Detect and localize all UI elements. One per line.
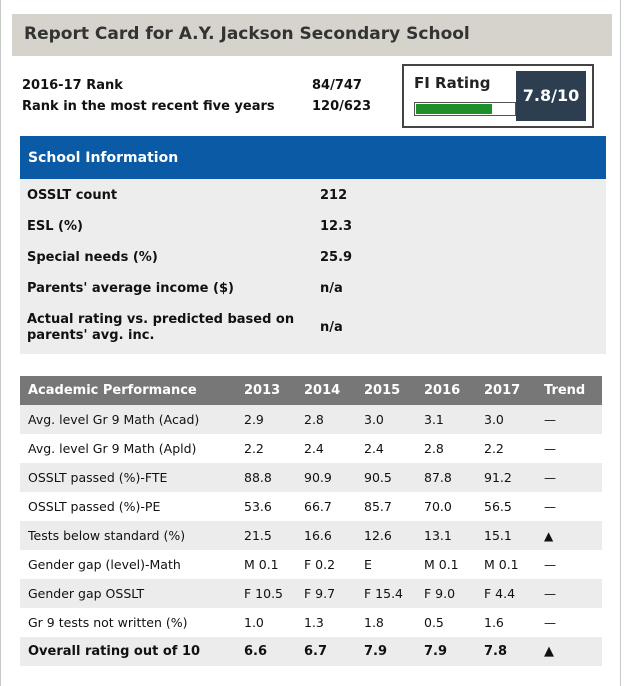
column-header-academic-performance: Academic Performance xyxy=(20,376,236,405)
academic-performance-table xyxy=(20,376,602,666)
info-value-osslt-count: 212 xyxy=(320,188,348,203)
table-cell-2013: M 0.1 xyxy=(236,550,296,579)
table-cell-2013: 2.2 xyxy=(236,434,296,463)
table-cell-label: Gender gap OSSLT xyxy=(20,579,236,608)
column-header-2017: 2017 xyxy=(476,376,536,405)
table-cell-2013: 2.9 xyxy=(236,405,296,434)
table-row xyxy=(20,492,602,521)
fi-rating-score: 7.8/10 xyxy=(516,71,586,121)
table-cell-2015: 90.5 xyxy=(356,463,416,492)
table-row xyxy=(20,521,602,550)
table-cell-2015: 2.4 xyxy=(356,434,416,463)
trend-indicator: — xyxy=(536,434,602,463)
info-label-osslt-count: OSSLT count xyxy=(27,188,118,203)
info-label-actual-vs-predicted: Actual rating vs. predicted based on parents' avg. inc. xyxy=(27,312,295,343)
page-title: Report Card for A.Y. Jackson Secondary School xyxy=(12,14,612,56)
table-cell-2013: 6.6 xyxy=(236,637,296,666)
table-cell-2017: 2.2 xyxy=(476,434,536,463)
academic-performance-rows xyxy=(20,405,602,666)
table-header-row xyxy=(20,376,602,405)
trend-indicator: — xyxy=(536,463,602,492)
table-cell-2014: 6.7 xyxy=(296,637,356,666)
table-cell-2017: 91.2 xyxy=(476,463,536,492)
table-cell-2015: E xyxy=(356,550,416,579)
info-value-special-needs: 25.9 xyxy=(320,250,353,265)
table-row xyxy=(20,608,602,637)
column-header-2015: 2015 xyxy=(356,376,416,405)
school-information-heading: School Information xyxy=(20,136,606,179)
table-cell-2015: 85.7 xyxy=(356,492,416,521)
info-value-parents-income: n/a xyxy=(320,281,343,296)
table-cell-2016: F 9.0 xyxy=(416,579,476,608)
fi-rating-label: FI Rating xyxy=(414,74,491,92)
table-cell-2016: 0.5 xyxy=(416,608,476,637)
table-cell-label: OSSLT passed (%)-FTE xyxy=(20,463,236,492)
table-row xyxy=(20,463,602,492)
table-cell-2016: 87.8 xyxy=(416,463,476,492)
table-cell-2014: 66.7 xyxy=(296,492,356,521)
trend-indicator: — xyxy=(536,492,602,521)
table-cell-2014: 2.4 xyxy=(296,434,356,463)
table-cell-2015: F 15.4 xyxy=(356,579,416,608)
column-header-2013: 2013 xyxy=(236,376,296,405)
table-cell-2015: 3.0 xyxy=(356,405,416,434)
table-row xyxy=(20,579,602,608)
trend-indicator: — xyxy=(536,405,602,434)
table-cell-2013: 53.6 xyxy=(236,492,296,521)
table-cell-2017: F 4.4 xyxy=(476,579,536,608)
table-cell-2015: 1.8 xyxy=(356,608,416,637)
column-header-2016: 2016 xyxy=(416,376,476,405)
table-cell-2017: 15.1 xyxy=(476,521,536,550)
trend-indicator: — xyxy=(536,579,602,608)
rank-value-current: 84/747 xyxy=(312,78,362,93)
info-label-special-needs: Special needs (%) xyxy=(27,250,158,265)
table-cell-2015: 7.9 xyxy=(356,637,416,666)
table-cell-2016: 70.0 xyxy=(416,492,476,521)
table-cell-2013: 21.5 xyxy=(236,521,296,550)
table-cell-2016: 3.1 xyxy=(416,405,476,434)
table-cell-2014: 1.3 xyxy=(296,608,356,637)
table-cell-2016: 7.9 xyxy=(416,637,476,666)
table-cell-2013: F 10.5 xyxy=(236,579,296,608)
school-information-panel xyxy=(20,136,606,354)
rank-label-five-year: Rank in the most recent five years xyxy=(22,99,275,114)
table-row xyxy=(20,550,602,579)
table-cell-label: Avg. level Gr 9 Math (Acad) xyxy=(20,405,236,434)
fi-rating-bar xyxy=(414,102,516,116)
table-cell-2013: 88.8 xyxy=(236,463,296,492)
table-cell-label: Gr 9 tests not written (%) xyxy=(20,608,236,637)
table-cell-label: Tests below standard (%) xyxy=(20,521,236,550)
table-cell-2017: 7.8 xyxy=(476,637,536,666)
info-label-esl: ESL (%) xyxy=(27,219,83,234)
table-cell-2016: M 0.1 xyxy=(416,550,476,579)
table-cell-2017: M 0.1 xyxy=(476,550,536,579)
table-cell-2013: 1.0 xyxy=(236,608,296,637)
fi-rating-bar-fill xyxy=(416,104,492,114)
table-cell-2014: F 0.2 xyxy=(296,550,356,579)
trend-indicator: ▲ xyxy=(536,637,602,666)
table-row xyxy=(20,637,602,666)
info-value-actual-vs-predicted: n/a xyxy=(320,320,343,335)
table-cell-2014: 16.6 xyxy=(296,521,356,550)
table-cell-2016: 13.1 xyxy=(416,521,476,550)
table-cell-2016: 2.8 xyxy=(416,434,476,463)
rank-label-current: 2016-17 Rank xyxy=(22,78,123,93)
column-header-trend: Trend xyxy=(536,376,602,405)
table-cell-label: Avg. level Gr 9 Math (Apld) xyxy=(20,434,236,463)
trend-indicator: — xyxy=(536,550,602,579)
table-row xyxy=(20,405,602,434)
table-cell-2017: 3.0 xyxy=(476,405,536,434)
table-cell-2017: 56.5 xyxy=(476,492,536,521)
info-value-esl: 12.3 xyxy=(320,219,353,234)
fi-rating-box xyxy=(402,64,594,128)
column-header-2014: 2014 xyxy=(296,376,356,405)
table-cell-2017: 1.6 xyxy=(476,608,536,637)
table-cell-label: Gender gap (level)-Math xyxy=(20,550,236,579)
table-cell-label: OSSLT passed (%)-PE xyxy=(20,492,236,521)
trend-indicator: — xyxy=(536,608,602,637)
table-row xyxy=(20,434,602,463)
table-cell-2014: 2.8 xyxy=(296,405,356,434)
table-cell-2015: 12.6 xyxy=(356,521,416,550)
table-cell-2014: F 9.7 xyxy=(296,579,356,608)
table-cell-2014: 90.9 xyxy=(296,463,356,492)
trend-indicator: ▲ xyxy=(536,521,602,550)
table-cell-label: Overall rating out of 10 xyxy=(20,637,236,666)
info-label-parents-income: Parents' average income ($) xyxy=(27,281,234,296)
rank-value-five-year: 120/623 xyxy=(312,99,372,114)
